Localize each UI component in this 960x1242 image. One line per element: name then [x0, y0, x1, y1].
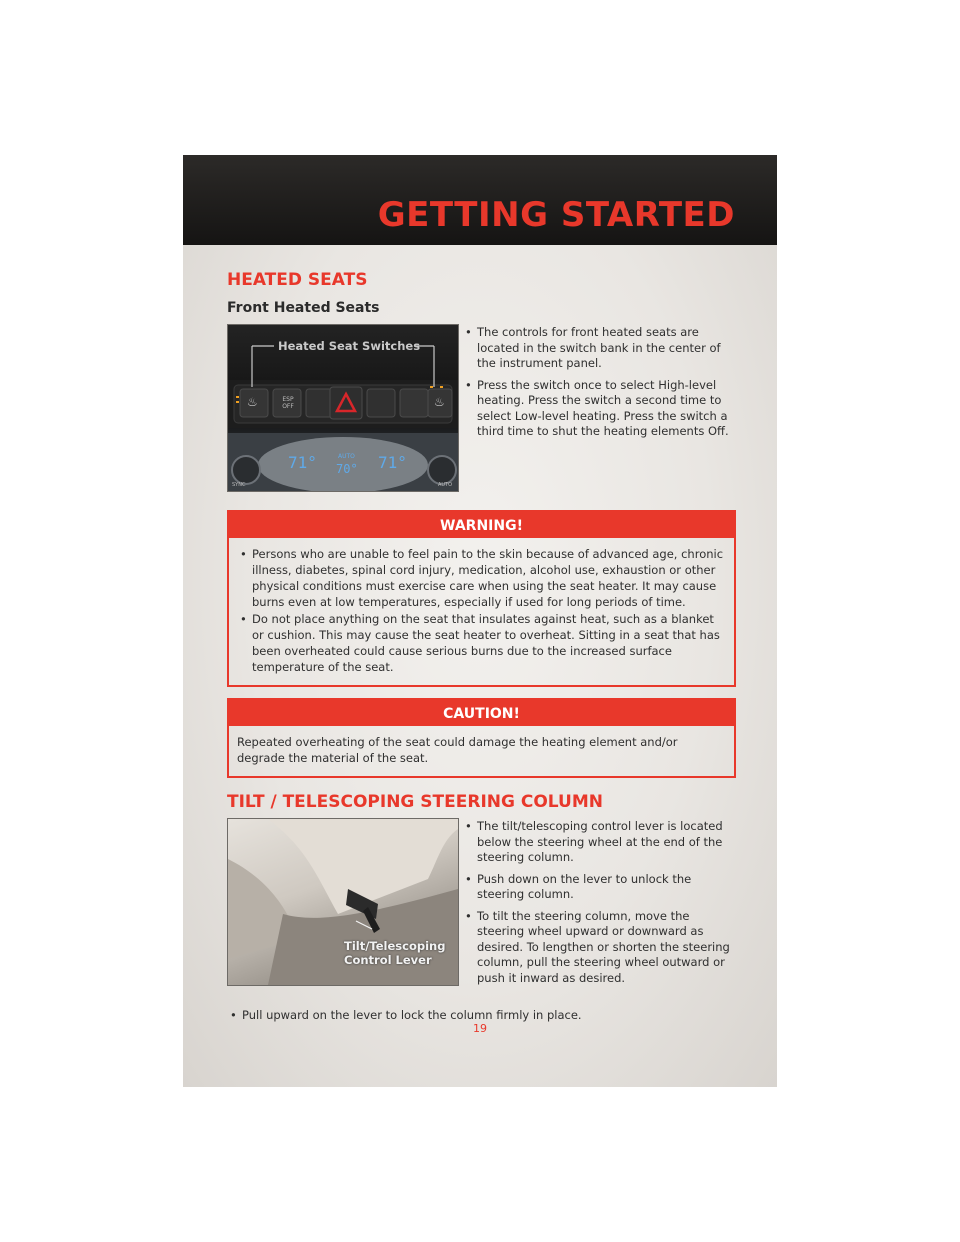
page-header-title: GETTING STARTED — [377, 195, 735, 235]
list-item: • Push down on the lever to unlock the steering column. — [462, 872, 740, 903]
list-item: • Press the switch once to select High-level heating. Press the switch a second time to select Low-level heating. Press the switch a third time to shut the heating elements Off. — [462, 378, 738, 440]
right-heated-seat-icon: ♨ — [434, 395, 445, 409]
tilt-telescoping-callout-line1: Tilt/Telescoping — [344, 939, 446, 953]
heated-seat-switches-photo — [227, 324, 459, 492]
steering-column-photo — [227, 818, 459, 986]
heated-seats-heading: HEATED SEATS — [227, 270, 368, 290]
list-item: • The tilt/telescoping control lever is located below the steering wheel at the end of the steering column. — [462, 819, 740, 866]
steering-column-heading: TILT / TELESCOPING STEERING COLUMN — [227, 792, 603, 812]
caution-box — [227, 698, 736, 778]
list-item: • Do not place anything on the seat that insulates against heat, such as a blanket or cushion. This may cause the seat heater to overheat. Sitting in a seat that has been overheated could cause serious burns due to the increased surface temperature of the seat. — [237, 611, 726, 675]
climate-auto-label: AUTO — [338, 453, 355, 460]
caution-title: CAUTION! — [229, 700, 734, 726]
steering-column-bullets — [462, 819, 740, 992]
esp-off-label: ESP OFF — [282, 396, 294, 410]
list-item: • The controls for front heated seats are located in the switch bank in the center of the instrument panel. — [462, 325, 738, 372]
page-number: 19 — [473, 1022, 487, 1035]
warning-box — [227, 510, 736, 687]
manual-page — [183, 155, 777, 1087]
list-item: • To tilt the steering column, move the steering wheel upward or downward as desired. To lengthen or shorten the steering column, pull the steering wheel outward or push it inward as desired. — [462, 909, 740, 987]
warning-title: WARNING! — [229, 512, 734, 538]
caution-text: Repeated overheating of the seat could damage the heating element and/or degrade the material of the seat. — [237, 735, 678, 765]
list-item: • Persons who are unable to feel pain to the skin because of advanced age, chronic illness, diabetes, spinal cord injury, medication, alcohol use, exhaustion or other physical conditions must exercise care when using the seat heater. It may cause burns even at low temperatures, especially if used for long periods of time. — [237, 546, 726, 610]
tilt-telescoping-callout-line2: Control Lever — [344, 953, 432, 967]
climate-temp-left: 71° — [288, 453, 317, 472]
auto-knob-label: AUTO — [438, 482, 453, 488]
front-heated-seats-subheading: Front Heated Seats — [227, 300, 380, 316]
climate-temp-right: 71° — [378, 453, 407, 472]
left-heated-seat-icon: ♨ — [247, 395, 258, 409]
sync-label: SYNC — [232, 482, 246, 488]
heated-seats-bullets — [462, 325, 738, 446]
heated-seat-switches-callout: Heated Seat Switches — [278, 339, 421, 353]
list-item: • Pull upward on the lever to lock the column firmly in place. — [227, 1008, 737, 1024]
climate-temp-center: 70° — [336, 462, 358, 476]
warning-list — [237, 546, 726, 675]
page-header — [183, 155, 777, 245]
